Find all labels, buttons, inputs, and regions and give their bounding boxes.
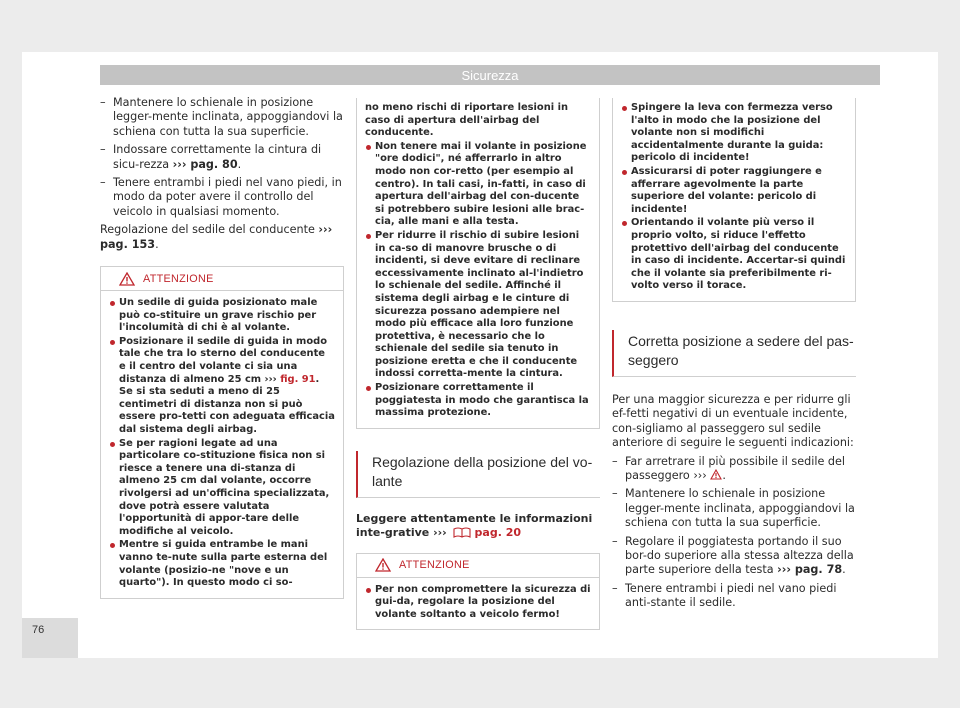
page-reference-link[interactable]: pag. 20 (474, 526, 522, 540)
warning-bullet: Mentre si guida entrambe le mani vanno te-nute sulla parte esterna del volante (posizio-ne "nove e un quarto"). In questo modo ci so- (109, 539, 335, 589)
list-item: – Tenere entrambi i piedi nel vano piedi, in modo da poter avere il controllo del veicolo in qualsiasi momento. (100, 176, 344, 219)
page-header (100, 65, 880, 85)
warning-box (356, 553, 600, 631)
book-icon (453, 527, 471, 538)
page-reference-link[interactable]: ››› pag. 78 (777, 563, 843, 577)
warning-header (357, 554, 599, 578)
warning-box-continued (612, 98, 856, 302)
warning-body (357, 578, 599, 630)
paragraph: Per una maggior sicurezza e per ridurre gli ef-fetti negativi di un eventuale incidente, con-sigliamo al passeggero sul sedile anteriore di seguire le seguenti indicazioni: (612, 392, 854, 450)
warning-bullet: Assicurarsi di poter raggiungere e afferrare agevolmente la parte superiore del volante: pericolo di incidente! (621, 166, 847, 216)
warning-body (101, 291, 343, 598)
warning-label: ATTENZIONE (399, 559, 470, 572)
warning-body (613, 98, 855, 301)
warning-box-continued (356, 98, 600, 429)
page-number: 76 (22, 618, 78, 658)
warning-body (357, 98, 599, 428)
warning-triangle-icon (119, 272, 135, 286)
section-heading: Regolazione della posizione del vo-lante (356, 451, 600, 498)
page-reference-link[interactable]: ››› pag. 80 (172, 157, 238, 171)
warning-bullet: Spingere la leva con fermezza verso l'alto in modo che la posizione del volante non si modifichi accidentalmente durante la guida: pericolo di incidente! (621, 102, 847, 165)
warning-triangle-icon (710, 469, 722, 480)
warning-triangle-icon (375, 558, 391, 572)
section-title: Sicurezza (461, 67, 519, 83)
warning-bullet: Posizionare il sedile di guida in modo tale che tra lo sterno del conducente e il centro del volante ci sia una distanza di almeno 25 cm ››› fig. 91. Se si sta seduti a meno di 25 centimetri di distanza non si può essere pro-tetti con adeguata efficacia dal sistema degli airbag. (109, 336, 335, 437)
warning-bullet-continued: no meno rischi di riportare lesioni in caso di apertura dell'airbag del conducente. (365, 102, 568, 139)
figure-reference-link[interactable]: fig. 91 (280, 373, 316, 385)
list-item: – Tenere entrambi i piedi nel vano piedi anti-stante il sedile. (612, 582, 856, 611)
list-item: – Regolare il poggiatesta portando il suo bor-do superiore alla stessa altezza della parte superiore della testa ››› pag. 78. (612, 535, 856, 578)
column-2 (356, 98, 600, 630)
paragraph: Regolazione del sedile del conducente ››› pag. 153. (100, 223, 333, 251)
warning-header (101, 267, 343, 291)
page-reference-link[interactable]: ››› pag. 153 (100, 223, 333, 251)
warning-bullet: Un sedile di guida posizionato male può co-stituire un grave rischio per l'incolumità di chi è al volante. (109, 297, 335, 335)
intro-paragraph: Leggere attentamente le informazioni inte-grative ››› pag. 20 (356, 511, 593, 540)
column-3 (612, 98, 856, 615)
list-item: – Mantenere lo schienale in posizione legger-mente inclinata, appoggiandovi la schiena con tutta la sua superficie. (612, 487, 856, 530)
section-heading: Corretta posizione a sedere del pas-seggero (612, 330, 856, 377)
warning-bullet: Non tenere mai il volante in posizione "ore dodici", né afferrarlo in altro modo non cor-retto (per esempio al centro). In tali casi, in-fatti, in caso di apertura dell'airbag del con-ducente si potrebbero subire lesioni alle brac-cia, alle mani e alla testa. (365, 141, 591, 229)
warning-bullet: Per non compromettere la sicurezza di gui-da, regolare la posizione del volante soltanto a veicolo fermo! (365, 584, 591, 622)
list-item: – Indossare correttamente la cintura di sicu-rezza ››› pag. 80. (100, 143, 344, 172)
warning-bullet: Orientando il volante più verso il proprio volto, si riduce l'effetto protettivo dell'airbag del conducente in caso di incidente. Accertar-si quindi che il volante sia preferibilmente ri-volto verso il torace. (621, 217, 847, 293)
list-item: – Far arretrare il più possibile il sedile del passeggero ››› . (612, 455, 856, 484)
column-1 (100, 96, 344, 599)
list-item: – Mantenere lo schienale in posizione legger-mente inclinata, appoggiandovi la schiena con tutta la sua superficie. (100, 96, 344, 139)
warning-label: ATTENZIONE (143, 272, 214, 285)
warning-box (100, 266, 344, 599)
warning-bullet: Per ridurre il rischio di subire lesioni in ca-so di manovre brusche o di incidenti, si deve evitare di reclinare eccessivamente inclinato al-l'indietro lo schienale del sedile. Affinché il sistema degli airbag e le cinture di sicurezza possano adempiere nel modo più efficace alla loro funzione protettiva, è necessario che lo schienale del sedile sia tenuto in posizione eretta e che il conducente indossi corretta-mente la cintura. (365, 230, 591, 381)
warning-bullet: Posizionare correttamente il poggiatesta in modo che garantisca la massima protezione. (365, 382, 591, 420)
warning-bullet: Se per ragioni legate ad una particolare co-stituzione fisica non si riesce a tenere una di-stanza di almeno 25 cm dal volante, occorre rivolgersi ad un'officina specializzata, dove potrà essere valutata l'opportunità di appor-tare delle modifiche al veicolo. (109, 438, 335, 539)
manual-page (22, 52, 938, 658)
